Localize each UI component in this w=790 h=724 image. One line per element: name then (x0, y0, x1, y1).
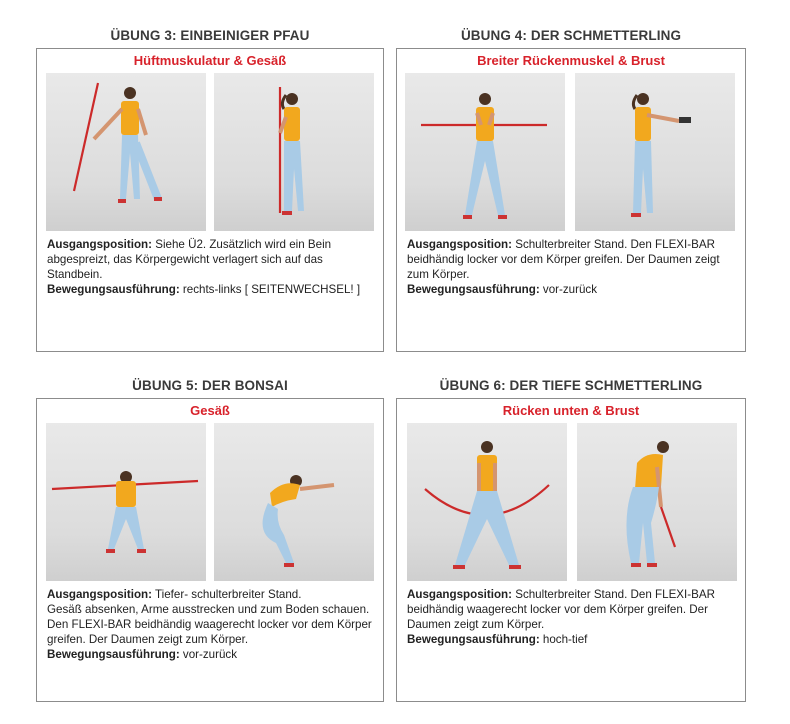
exercise-box (36, 48, 384, 352)
start-position-text: Tiefer- schulterbreiter Stand. Gesäß absenken, Arme ausstrecken und zum Boden schauen. Den FLEXI-BAR beidhändig waagerecht locker vor dem Körper greifen. Der Daumen zeigt zum Körper. (47, 588, 372, 646)
exercise-photo-front (46, 423, 206, 581)
movement-label: Bewegungsausführung: (407, 283, 540, 296)
start-position-label: Ausgangsposition: (407, 588, 512, 601)
exercise-description (407, 237, 737, 297)
movement-text: hoch-tief (539, 633, 588, 646)
start-position-text: Schulterbreiter Stand. Den FLEXI-BAR beidhändig locker vor dem Körper greifen. Der Daumen zeigt zum Körper. (407, 238, 720, 281)
exercise-subtitle: Gesäß (190, 403, 230, 418)
exercise-subtitle: Hüftmuskulatur & Gesäß (133, 53, 287, 68)
exercise-card-4 (396, 28, 746, 352)
exercise-title: ÜBUNG 6: DER TIEFE SCHMETTERLING (439, 378, 703, 393)
start-position-text: Siehe Ü2. Zusätzlich wird ein Bein abgespreizt, das Körpergewicht verlagert sich auf das Standbein. (47, 238, 332, 281)
exercise-card-6 (396, 378, 746, 702)
exercise-photo-front (46, 73, 206, 231)
exercise-photo-side (575, 73, 735, 231)
exercise-card-5 (36, 378, 384, 702)
exercise-subtitle: Breiter Rückenmuskel & Brust (477, 53, 665, 68)
exercise-box (36, 398, 384, 702)
exercise-photo-side (214, 423, 374, 581)
start-position-label: Ausgangsposition: (407, 238, 512, 251)
exercise-title: ÜBUNG 4: DER SCHMETTERLING (460, 28, 682, 43)
start-position-label: Ausgangsposition: (47, 238, 152, 251)
movement-text: vor-zurück (179, 648, 238, 661)
exercise-subtitle: Rücken unten & Brust (502, 403, 640, 418)
movement-text: rechts-links [ SEITENWECHSEL! ] (179, 283, 361, 296)
exercise-description (47, 237, 375, 297)
exercise-card-3 (36, 28, 384, 352)
exercise-photo-front (405, 73, 565, 231)
exercise-box (396, 48, 746, 352)
movement-label: Bewegungsausführung: (407, 633, 540, 646)
movement-text: vor-zurück (539, 283, 598, 296)
start-position-label: Ausgangsposition: (47, 588, 152, 601)
movement-label: Bewegungsausführung: (47, 648, 180, 661)
exercise-title: ÜBUNG 5: DER BONSAI (132, 378, 288, 393)
exercise-description (47, 587, 375, 662)
start-position-text: Schulterbreiter Stand. Den FLEXI-BAR beidhändig waagerecht locker vor dem Körper greifen. Der Daumen zeigt zum Körper. (407, 588, 715, 631)
exercise-photo-side (577, 423, 737, 581)
exercise-box (396, 398, 746, 702)
exercise-title: ÜBUNG 3: EINBEINIGER PFAU (110, 28, 310, 43)
exercise-description (407, 587, 737, 647)
exercise-photo-front (407, 423, 567, 581)
movement-label: Bewegungsausführung: (47, 283, 180, 296)
exercise-photo-side (214, 73, 374, 231)
